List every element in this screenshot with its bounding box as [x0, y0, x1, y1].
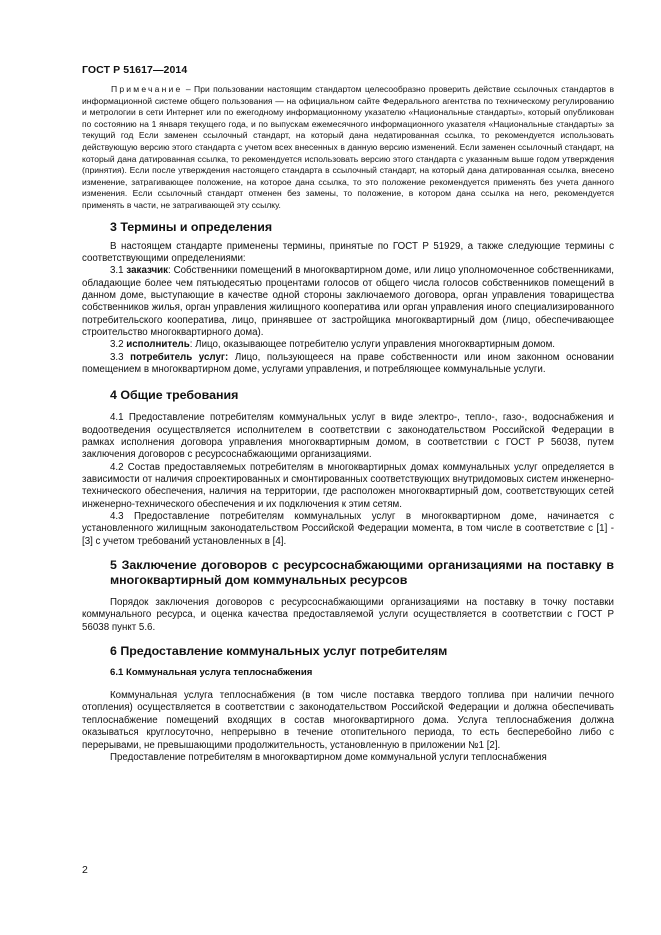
term-name: заказчик: [126, 265, 168, 277]
term-number: 3.3: [110, 351, 131, 363]
note-paragraph: [82, 84, 614, 212]
term-3-3: [82, 352, 614, 377]
document-header: ГОСТ Р 51617—2014: [82, 64, 188, 76]
section-3-intro: В настоящем стандарте применены термины, принятые по ГОСТ Р 51929, а также следующие термины с соответствующими определениями:: [82, 240, 614, 264]
term-name: потребитель услуг:: [130, 351, 229, 363]
note-text: – При пользовании настоящим стандартом целесообразно проверить действие ссылочных стандартов в информационной системе общего пользования — на официальном сайте Федерального агентства по техническому регулированию и метрологии в сети Интернет или по ежегодному информационному указателю «Национальные стандарты», который опубликован по состоянию на 1 января текущего года, и по выпускам ежемесячного информационного указателя «Национальные стандарты» за текущий год Если заменен ссылочный стандарт, на который дана недатированная ссылка, то рекомендуется использовать действующую версию этого стандарта с учетом всех внесенных в данную версию изменений. Если заменен ссылочный стандарт, на который дана датированная ссылка, то рекомендуется использовать версию этого стандарта с указанным выше годом утверждения (принятия). Если после утверждения настоящего стандарта в ссылочный стандарт, на который дана датированная ссылка, внесено изменение, затрагивающее положение, на которое дана ссылка, то это положение рекомендуется применять без учета данного изменения. Если ссылочный стандарт отменен без замены, то положение, в котором дана ссылка на него, рекомендуется применять в части, не затрагивающей эту ссылку.: [82, 84, 614, 210]
section-4-heading: 4 Общие требования: [110, 388, 239, 403]
section-4-2: 4.2 Состав предоставляемых потребителям в многоквартирных домах коммунальных услуг определяется в зависимости от наличия спроектированных и смонтированных соответствующих внутридомовых систем инженерно-технического обеспечения, наличия на территории, где расположен многоквартирный дом, соответствующих сетей инженерно-технического обеспечения и их подключения к этим сетям.: [82, 461, 614, 510]
term-number: 3.1: [110, 265, 127, 277]
term-definition: : Собственники помещений в многоквартирном доме, или лицо уполномоченное собственниками, обладающие более чем пятьюдесятью процентами голосов от общего числа голосов собственников помещений в данном доме, выступающие в качестве одной стороны заключаемого договора, орган управления товарищества собственников жилья, орган управления жилищного кооператива или орган управления иного специализированного потребительского кооператива, лицо, принявшее от застройщика многоквартирный дом (лицо, обеспечивающее строительство многоквартирного дома).: [82, 265, 614, 338]
term-3-1: [82, 265, 614, 339]
section-5-paragraph: Порядок заключения договоров с ресурсоснабжающими организациями на поставку в точку поставки коммунального ресурса, и оценка качества предоставляемой услуги осуществляется в соответствии с ГОСТ Р 56038 пункт 5.6.: [82, 597, 614, 633]
section-6-1-paragraph: Коммунальная услуга теплоснабжения (в том числе поставка твердого топлива при наличии печного отопления) осуществляется в соответствии с законодательством Российской Федерации и должна обеспечивать теплоснабжение помещений входящих в состав многоквартирного дома. Услуга теплоснабжения должна оказываться круглосуточно, непрерывно в течение отопительного периода, то есть бесперебойно либо с перерывами, не превышающими продолжительность, установленную в приложении №1 [2].: [82, 690, 614, 751]
section-4-3: 4.3 Предоставление потребителям коммунальных услуг в многоквартирном доме, начинается с установленного жилищным законодательством Российской Федерации момента, в том числе в соответствие с [1] - [3] с учетом требований установленных в [4].: [82, 511, 614, 547]
section-3-heading: 3 Термины и определения: [110, 219, 273, 234]
section-6-heading: 6 Предоставление коммунальных услуг потребителям: [110, 644, 448, 659]
subsection-6-1-heading: 6.1 Коммунальная услуга теплоснабжения: [110, 667, 313, 679]
page-number: 2: [82, 864, 88, 876]
term-definition: : Лицо, оказывающее потребителю услуги управления многоквартирным домом.: [189, 339, 556, 351]
section-5-heading: 5 Заключение договоров с ресурсоснабжающими организациями на поставку в многоквартирный дом коммунальных ресурсов: [110, 558, 614, 588]
section-6-1-paragraph-2: Предоставление потребителям в многоквартирном доме коммунальной услуги теплоснабжения: [110, 751, 547, 763]
term-name: исполнитель: [126, 339, 190, 351]
term-number: 3.2: [110, 339, 127, 351]
term-definition: Лицо, пользующееся на праве собственности или ином законном основании помещением в многоквартирном доме, услугами управления, и потребляющее коммунальные услуги.: [82, 351, 614, 375]
section-4-1: 4.1 Предоставление потребителям коммунальных услуг в виде электро-, тепло-, газо-, водоснабжения и водоотведения осуществляется исполнителем в соответствии с законодательством Российской Федерации в рамках исполнения договора управления многоквартирным домом, в соответствии с ГОСТ Р 56038, путем заключения договоров с ресурсоснабжающими организациями.: [82, 412, 614, 461]
note-label: Примечание: [111, 84, 183, 94]
document-body: [82, 84, 614, 764]
term-3-2: [82, 339, 614, 351]
